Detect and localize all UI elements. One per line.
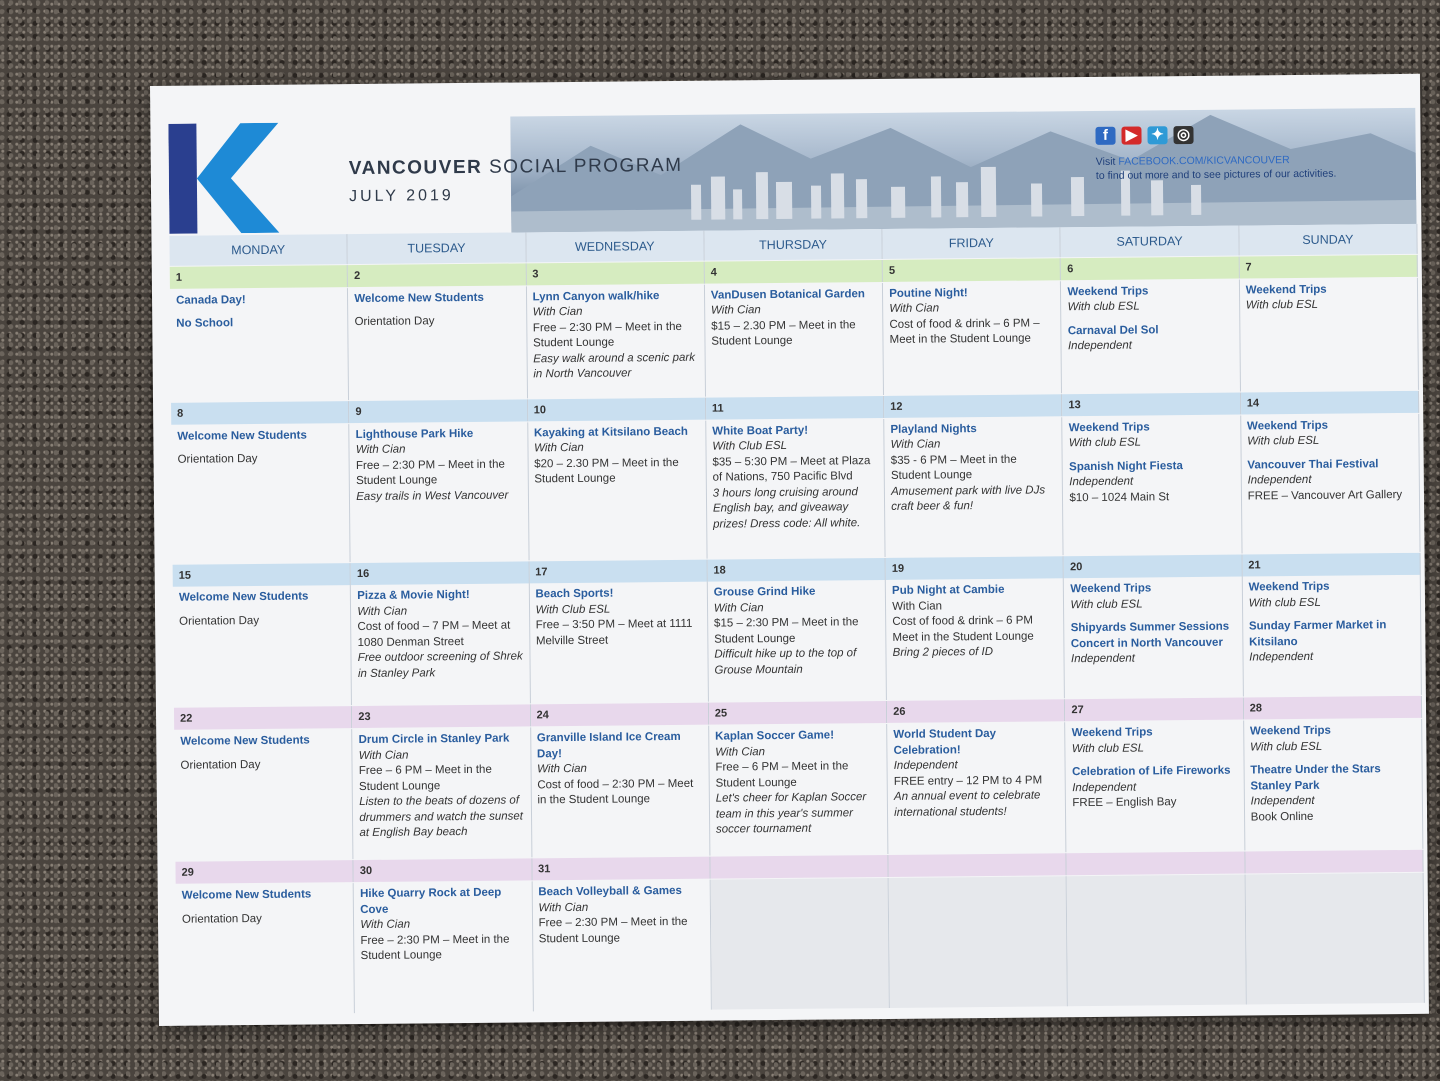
- event-detail: Free – 2:30 PM – Meet in the Student Lounge: [538, 915, 688, 945]
- weekday-header-tuesday: TUESDAY: [348, 232, 527, 264]
- event-title: Welcome New Students: [354, 291, 484, 305]
- day-cell: [527, 284, 706, 398]
- social-caption: Visit FACEBOOK.COM/KICVANCOUVER to find out more and to see pictures of our activities.: [1095, 154, 1337, 182]
- day-cell: [887, 722, 1067, 854]
- event-detail-italic: Independent: [1070, 653, 1135, 666]
- day-cell: [1067, 875, 1247, 1007]
- day-number: 16: [351, 561, 529, 585]
- event-detail-italic: 3 hours long cruising around English bay, and giveaway prizes! Dress code: All white.: [712, 485, 861, 531]
- event-detail-italic: Independent: [1249, 651, 1314, 664]
- event-detail-italic: With club ESL: [1071, 742, 1145, 755]
- event-title: Shipyards Summer Sessions Concert in North Vancouver: [1070, 621, 1230, 651]
- event-detail-italic: Independent: [1072, 781, 1137, 794]
- day-number: 10: [528, 397, 706, 421]
- day-cell: [173, 586, 352, 708]
- event-detail: Orientation Day: [180, 758, 261, 772]
- weekday-header-thursday: THURSDAY: [704, 229, 883, 261]
- day-cell: [352, 728, 532, 860]
- day-cell: [1063, 415, 1243, 555]
- facebook-link[interactable]: FACEBOOK.COM/KICVANCOUVER: [1118, 154, 1290, 168]
- event-detail-italic: With Cian: [534, 441, 584, 455]
- event-detail-italic: With Cian: [538, 901, 589, 914]
- event-detail-italic: With club ESL: [1245, 299, 1319, 312]
- event-title: Weekend Trips: [1070, 582, 1152, 596]
- day-cell: [1240, 278, 1419, 392]
- day-cell: [1245, 873, 1425, 1005]
- event-detail: With Cian: [892, 600, 943, 613]
- event-title: Canada Day!: [176, 293, 246, 307]
- event-title: Theatre Under the Stars Stanley Park: [1250, 763, 1381, 793]
- event-detail: $15 – 2:30 PM – Meet in the Student Lounge: [713, 616, 859, 646]
- event-detail: FREE – Vancouver Art Gallery: [1247, 488, 1403, 503]
- day-number: 27: [1065, 698, 1243, 722]
- event-detail-italic: With club ESL: [1247, 434, 1320, 448]
- event-title: Grouse Grind Hike: [713, 586, 816, 600]
- twitter-icon[interactable]: ✦: [1147, 126, 1167, 144]
- day-number: 25: [709, 701, 887, 725]
- event-title: Pizza & Movie Night!: [357, 589, 470, 603]
- day-number: [1245, 850, 1423, 874]
- event-detail: $35 – 5:30 PM – Meet at Plaza of Nations, 750 Pacific Blvd: [712, 454, 871, 484]
- day-number: 6: [1061, 256, 1239, 280]
- event-detail-italic: Easy trails in West Vancouver: [356, 489, 509, 503]
- event-detail: $35 - 6 PM – Meet in the Student Lounge: [890, 453, 1017, 483]
- day-number: 17: [529, 559, 707, 583]
- day-cell: [528, 420, 708, 560]
- event-detail-italic: With Cian: [358, 749, 409, 762]
- event-detail-italic: Independent: [893, 759, 958, 773]
- day-number: 26: [887, 700, 1065, 724]
- day-cell: [883, 281, 1062, 395]
- day-cell: [348, 286, 527, 400]
- day-number: [889, 853, 1067, 877]
- day-cell: [1244, 719, 1424, 851]
- event-detail: Cost of food & drink – 6 PM – Meet in the Student Lounge: [889, 317, 1040, 347]
- day-number: 31: [532, 857, 710, 881]
- event-detail-italic: With club ESL: [1067, 300, 1140, 314]
- day-cell: [529, 582, 708, 704]
- event-title: Welcome New Students: [181, 888, 312, 902]
- event-detail-italic: With Cian: [537, 763, 587, 776]
- event-detail: Free – 6 PM – Meet in the Student Lounge: [358, 764, 492, 793]
- event-title: Granville Island Ice Cream Day!: [536, 731, 681, 761]
- day-number: [710, 855, 888, 879]
- event-detail-italic: Free outdoor screening of Shrek in Stanley Park: [357, 650, 523, 680]
- day-cell: [176, 883, 356, 1015]
- event-title: Lynn Canyon walk/hike: [532, 289, 660, 304]
- event-detail: Free – 2:30 PM – Meet in the Student Lounge: [360, 933, 510, 963]
- weekday-header-friday: FRIDAY: [883, 227, 1062, 259]
- day-number: 18: [707, 557, 885, 581]
- event-detail-italic: Independent: [1069, 475, 1134, 489]
- event-detail-italic: With Cian: [532, 306, 583, 319]
- day-cell: [531, 726, 711, 858]
- event-detail: Orientation Day: [177, 453, 258, 466]
- event-detail-italic: With club ESL: [1068, 436, 1142, 450]
- day-number: 11: [706, 396, 884, 420]
- event-detail-italic: With club ESL: [1248, 596, 1321, 610]
- event-detail-italic: An annual event to celebrate international students!: [893, 789, 1041, 819]
- event-title: Weekend Trips: [1249, 724, 1331, 738]
- event-detail: $10 – 1024 Main St: [1069, 490, 1170, 504]
- event-detail: Orientation Day: [181, 912, 262, 926]
- day-number: 21: [1242, 552, 1420, 576]
- day-number: [1067, 852, 1245, 876]
- event-detail-italic: Independent: [1247, 473, 1312, 487]
- day-number: 29: [175, 860, 353, 884]
- event-detail-italic: Listen to the beats of dozens of drummers and watch the sunset at English Bay beach: [359, 794, 524, 840]
- event-title: Drum Circle in Stanley Park: [358, 732, 510, 747]
- day-cell: [1241, 413, 1421, 553]
- event-detail: Book Online: [1250, 810, 1314, 824]
- day-cell: [1242, 575, 1421, 697]
- event-detail: Free – 2:30 PM – Meet in the Student Lounge: [532, 320, 682, 350]
- calendar-header: [150, 74, 1421, 236]
- day-number: 2: [348, 263, 526, 287]
- event-title: Vancouver Thai Festival: [1247, 457, 1379, 472]
- event-title: Beach Volleyball & Games: [538, 885, 682, 899]
- event-title: Playland Nights: [890, 422, 977, 436]
- day-cell: [710, 878, 890, 1010]
- social-links: [1095, 125, 1336, 183]
- day-cell: [170, 288, 349, 402]
- event-detail-italic: Easy walk around a scenic park in North Vancouver: [533, 351, 695, 381]
- event-detail: $15 – 2.30 PM – Meet in the Student Lounge: [711, 319, 856, 348]
- event-title: White Boat Party!: [712, 424, 809, 438]
- day-number: 15: [173, 563, 351, 587]
- event-detail: Free – 6 PM – Meet in the Student Lounge: [715, 760, 849, 790]
- day-cell: [705, 283, 884, 397]
- day-cell: [706, 419, 886, 559]
- day-cell: [708, 580, 887, 702]
- day-cell: [532, 880, 712, 1012]
- event-detail: Free – 2:30 PM – Meet in the Student Lounge: [355, 458, 505, 488]
- day-cell: [886, 579, 1065, 701]
- event-detail-italic: With Cian: [713, 602, 764, 615]
- event-detail-italic: With Cian: [889, 302, 940, 316]
- day-number: 1: [170, 265, 348, 289]
- day-number: 19: [886, 556, 1064, 580]
- event-title: Sunday Farmer Market in Kitsilano: [1248, 619, 1387, 649]
- event-title: Welcome New Students: [180, 734, 310, 748]
- event-title: Weekend Trips: [1245, 283, 1327, 297]
- kaplan-k-logo: [168, 123, 279, 234]
- program-title: VANCOUVER SOCIAL PROGRAM: [348, 154, 683, 180]
- event-title: Carnaval Del Sol: [1067, 324, 1159, 338]
- event-detail-italic: Difficult hike up to the top of Grouse Mountain: [714, 647, 857, 677]
- day-number: 24: [531, 703, 709, 727]
- event-title: Poutine Night!: [889, 286, 968, 300]
- event-title: Welcome New Students: [177, 429, 307, 443]
- weekday-header-wednesday: WEDNESDAY: [526, 231, 705, 263]
- day-cell: [1064, 577, 1243, 699]
- day-cell: [1066, 721, 1246, 853]
- event-detail: FREE entry – 12 PM to 4 PM: [893, 774, 1043, 788]
- event-title: Weekend Trips: [1071, 726, 1153, 740]
- event-detail: Orientation Day: [354, 315, 435, 329]
- day-cell: [884, 417, 1064, 557]
- day-number: 28: [1244, 696, 1422, 720]
- event-title: VanDusen Botanical Garden: [710, 287, 865, 302]
- day-cell: [354, 881, 534, 1013]
- weekday-header-sunday: SUNDAY: [1239, 224, 1418, 256]
- event-detail-italic: With Cian: [710, 304, 761, 317]
- event-title: Weekend Trips: [1067, 285, 1149, 299]
- weekday-header-monday: MONDAY: [169, 234, 348, 266]
- event-title: Lighthouse Park Hike: [355, 427, 474, 441]
- day-number: 14: [1241, 391, 1419, 415]
- event-detail: Free – 3:50 PM – Meet at 1111 Melville Street: [535, 618, 693, 648]
- event-detail-italic: With Cian: [715, 745, 766, 759]
- event-detail-italic: Amusement park with live DJs craft beer & fun!: [891, 484, 1046, 514]
- day-cell: [889, 876, 1069, 1008]
- event-detail-italic: With Cian: [890, 438, 941, 452]
- event-detail-italic: With Cian: [355, 443, 406, 457]
- day-cell: [350, 422, 530, 562]
- event-detail-italic: Let's cheer for Kaplan Soccer team in this year's summer soccer tournament: [715, 791, 867, 836]
- event-detail-italic: Bring 2 pieces of ID: [892, 646, 994, 660]
- day-number: 22: [174, 706, 352, 730]
- day-number: 7: [1239, 255, 1417, 279]
- day-number: 8: [171, 401, 349, 425]
- event-detail: $20 – 2.30 PM – Meet in the Student Lounge: [534, 456, 679, 486]
- day-cell: [171, 424, 351, 564]
- day-number: 4: [705, 260, 883, 284]
- facebook-icon[interactable]: f: [1095, 127, 1115, 145]
- event-title: Pub Night at Cambie: [891, 584, 1005, 598]
- event-title: Welcome New Students: [178, 590, 309, 605]
- event-title: Hike Quarry Rock at Deep Cove: [359, 886, 502, 916]
- day-number: 12: [884, 394, 1062, 418]
- instagram-icon[interactable]: ◎: [1173, 126, 1193, 144]
- event-detail-italic: With club ESL: [1250, 740, 1323, 754]
- event-detail-italic: With Club ESL: [712, 440, 788, 453]
- event-detail: Cost of food & drink – 6 PM Meet in the Student Lounge: [892, 614, 1034, 644]
- program-month: JULY 2019: [348, 187, 454, 206]
- day-number: 13: [1062, 392, 1240, 416]
- event-detail-italic: Independent: [1250, 795, 1315, 808]
- day-number: 3: [526, 262, 704, 286]
- event-detail: Cost of food – 7 PM – Meet at 1080 Denman Street: [357, 620, 511, 649]
- day-number: 23: [352, 705, 530, 729]
- day-cell: [1061, 279, 1240, 393]
- event-detail: FREE – English Bay: [1072, 796, 1177, 810]
- event-detail-italic: With Cian: [360, 918, 411, 932]
- event-title: Celebration of Life Fireworks: [1071, 764, 1231, 779]
- event-title: Weekend Trips: [1248, 581, 1330, 594]
- day-cell: [709, 724, 889, 856]
- event-title: No School: [176, 317, 234, 331]
- event-detail: Cost of food – 2:30 PM – Meet in the Student Lounge: [537, 777, 694, 807]
- event-detail: Orientation Day: [179, 614, 260, 628]
- event-detail-italic: With Cian: [357, 605, 408, 618]
- event-title: Kayaking at Kitsilano Beach: [533, 425, 688, 439]
- day-number: 30: [354, 859, 532, 883]
- event-detail-italic: With club ESL: [1070, 598, 1143, 612]
- calendar-grid: [169, 224, 1424, 1016]
- youtube-icon[interactable]: ▶: [1121, 126, 1141, 144]
- weekday-header-saturday: SATURDAY: [1061, 226, 1240, 258]
- event-title: Kaplan Soccer Game!: [715, 729, 835, 743]
- calendar-sheet: [150, 74, 1429, 1026]
- event-title: World Student Day Celebration!: [893, 728, 997, 757]
- event-detail-italic: Independent: [1067, 339, 1132, 353]
- event-title: Weekend Trips: [1246, 419, 1329, 433]
- event-title: Spanish Night Fiesta: [1069, 459, 1183, 473]
- day-number: 20: [1064, 554, 1242, 578]
- day-cell: [351, 584, 530, 706]
- day-cell: [174, 729, 354, 861]
- day-number: 5: [883, 258, 1061, 282]
- event-title: Beach Sports!: [535, 588, 614, 601]
- event-title: Weekend Trips: [1068, 421, 1150, 434]
- event-detail-italic: With Club ESL: [535, 603, 611, 617]
- day-number: 9: [349, 399, 527, 423]
